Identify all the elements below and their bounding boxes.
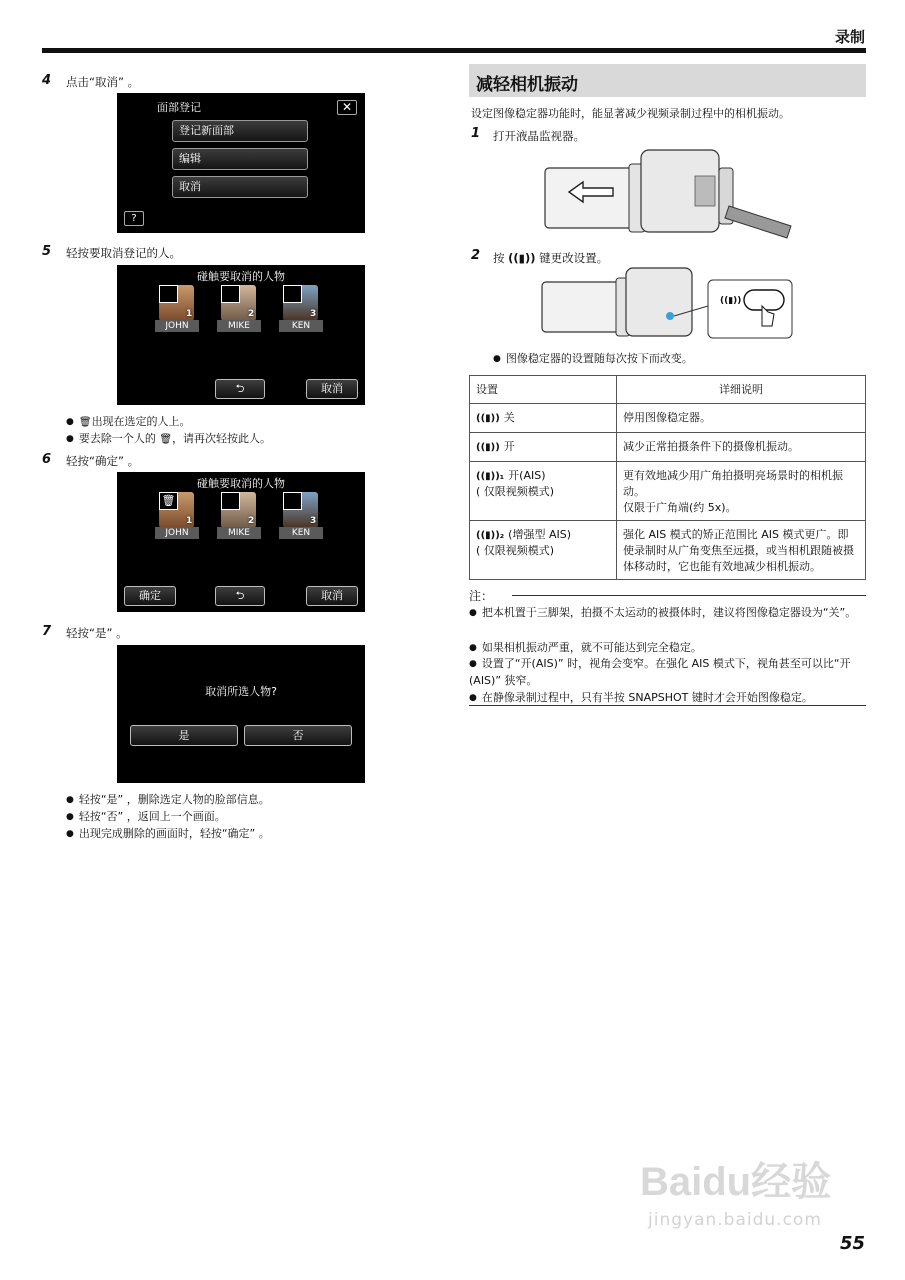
close-icon[interactable]: ✕ [337,100,357,115]
setting-sub: ( 仅限视频模式) [476,544,555,557]
page-number: 55 [839,1233,865,1254]
bullet-dot: ● [66,417,74,427]
watermark-logo: Baidu经验 [640,1160,832,1204]
step-1-number: 1 [471,126,481,141]
step-1-text: 打开液晶监视器。 [493,129,585,143]
select-person-screen [117,265,365,405]
face-number: 2 [248,516,255,526]
bullet-text: 出现完成删除的画面时，轻按“确定” 。 [78,827,270,840]
help-icon[interactable]: ? [124,211,144,226]
trash-icon: 🗑 [159,434,173,445]
note-item [469,639,866,655]
select-box [283,492,302,510]
face-name-label: MIKE [217,527,261,539]
step-7-number: 7 [42,624,52,639]
setting-desc: 停用图像稳定器。 [617,404,866,433]
step-4-number: 4 [42,73,52,88]
face-name-label: JOHN [155,320,199,332]
cancel-menu-button[interactable]: 取消 [172,176,308,198]
face-number: 2 [248,309,255,319]
trash-icon: 🗑 [159,492,178,510]
step-5-number: 5 [42,244,52,259]
setting-name: (增强型 AIS) [508,528,572,541]
setting-name: 开 [503,440,515,453]
step-6-number: 6 [42,452,52,467]
setting-name: 关 [503,411,515,424]
bullet-dot: ● [493,354,501,364]
notes-label: 注： [469,589,494,603]
setting-desc-note: 仅限于广角端(约 5x)。 [623,501,737,514]
yes-button[interactable]: 是 [130,725,238,746]
bullet-dot: ● [66,795,74,805]
bullet-dot: ● [469,693,477,703]
bullet-item [66,808,226,824]
register-new-face-button[interactable]: 登记新面部 [172,120,308,142]
table-header-detail: 详细说明 [617,376,866,404]
note-text: 设置了“开(AIS)” 时，视角会变窄。在强化 AIS 模式下，视角甚至可以比“开(AIS)” 狭窄。 [469,657,851,687]
step-2-text-before: 按 [493,251,505,265]
table-header-setting: 设置 [470,376,617,404]
select-box [283,285,302,303]
step-6-text: 轻按“确定” 。 [66,454,140,468]
bullet-item [66,430,271,446]
bullet-dot: ● [469,659,477,669]
section-header: 录制 [834,28,865,46]
bullet-text: 要去除一个人的 [78,432,156,445]
setting-sub: ( 仅限视频模式) [476,485,555,498]
stabilizer-icon: ((▮)) [508,251,536,265]
screen-title: 碰触要取消的人物 [197,270,285,283]
bullet-dot: ● [469,643,477,653]
step-2-number: 2 [471,248,481,263]
bullet-text: 出现在选定的人上。 [91,415,191,428]
edit-button[interactable]: 编辑 [172,148,308,170]
face-name-label: KEN [279,320,323,332]
note-text: 在静像录制过程中，只有半按 SNAPSHOT 键时才会开始图像稳定。 [481,691,813,704]
table-row [470,433,866,462]
confirm-dialog-screen [117,645,365,783]
setting-name: 开(AIS) [508,469,546,482]
bullet-dot: ● [66,829,74,839]
note-text: 如果相机振动严重，就不可能达到完全稳定。 [481,641,702,654]
face-name-label: MIKE [217,320,261,332]
bullet-item [66,791,270,807]
camera-open-lcd-illustration [543,148,793,240]
screen-title: 面部登记 [157,101,201,114]
dialog-question: 取消所选人物? [205,685,277,698]
back-button[interactable] [215,379,265,399]
bullet-item [493,350,693,366]
cancel-button[interactable]: 取消 [306,586,358,606]
step-4-text: 点击“取消” 。 [66,75,140,89]
intro-text: 设定图像稳定器功能时，能显著减少视频录制过程中的相机振动。 [471,107,790,120]
step-7-text: 轻按“是” 。 [66,626,128,640]
note-item [469,605,866,622]
bullet-item [66,825,270,841]
return-arrow-icon: ⮌ [235,589,245,602]
face-number: 1 [186,516,193,526]
setting-desc: 强化 AIS 模式的矫正范围比 AIS 模式更广。即使录制时从广角变焦至远摄，或当相机跟随被摄体移动时，它也能有效地减少相机振动。 [617,521,866,580]
table-row [470,521,866,580]
section-title: 减轻相机振动 [476,75,578,95]
bullet-dot: ● [66,812,74,822]
return-arrow-icon: ⮌ [235,382,245,395]
trash-icon: 🗑 [78,417,92,428]
bullet-item [66,413,191,429]
bullet-text: 轻按“否” ，返回上一个画面。 [78,810,226,823]
setting-desc: 更有效地减少用广角拍摄明亮场景时的相机振动。 [623,469,843,498]
bullet-text: 轻按“是” ，删除选定人物的脸部信息。 [78,793,270,806]
face-number: 1 [186,309,193,319]
header-rule [42,48,866,53]
face-number: 3 [310,309,317,319]
select-box [221,285,240,303]
table-row [470,462,866,521]
bullet-text: 图像稳定器的设置随每次按下而改变。 [505,352,693,365]
svg-text:((▮)): ((▮)) [720,296,742,306]
no-button[interactable]: 否 [244,725,352,746]
notes-divider [512,595,866,596]
face-register-screen [117,93,365,233]
face-name-label: KEN [279,527,323,539]
confirm-person-screen [117,472,365,612]
stabilizer-ais-icon: ((▮))₁ [476,471,505,482]
back-button[interactable] [215,586,265,606]
ok-button[interactable]: 确定 [124,586,176,606]
bullet-text: ，请再次轻按此人。 [172,432,272,445]
note-text: 把本机置于三脚架，拍摄不太运动的被摄体时，建议将图像稳定器设为“关”。 [481,606,857,619]
stabilizer-on-icon: ((▮)) [476,442,500,453]
stabilizer-settings-table [469,375,866,580]
bullet-dot: ● [66,434,74,444]
step-5-text: 轻按要取消登记的人。 [66,246,181,260]
camera-stabilizer-button-illustration [540,266,795,342]
note-item [469,656,866,688]
bullet-dot: ● [469,608,477,618]
table-row [470,404,866,433]
select-box [221,492,240,510]
screen-title: 碰触要取消的人物 [197,477,285,490]
stabilizer-enhanced-ais-icon: ((▮))₂ [476,530,505,541]
watermark-url: jingyan.baidu.com [648,1210,822,1230]
note-item [469,689,866,705]
select-box [159,285,178,303]
step-2-text [493,250,608,266]
face-name-label: JOHN [155,527,199,539]
cancel-button[interactable]: 取消 [306,379,358,399]
setting-desc: 减少正常拍摄条件下的摄像机振动。 [617,433,866,462]
stabilizer-off-icon: ((▮)) [476,413,500,424]
notes-bottom-divider [469,705,866,706]
step-2-text-after: 键更改设置。 [539,251,609,265]
face-number: 3 [310,516,317,526]
